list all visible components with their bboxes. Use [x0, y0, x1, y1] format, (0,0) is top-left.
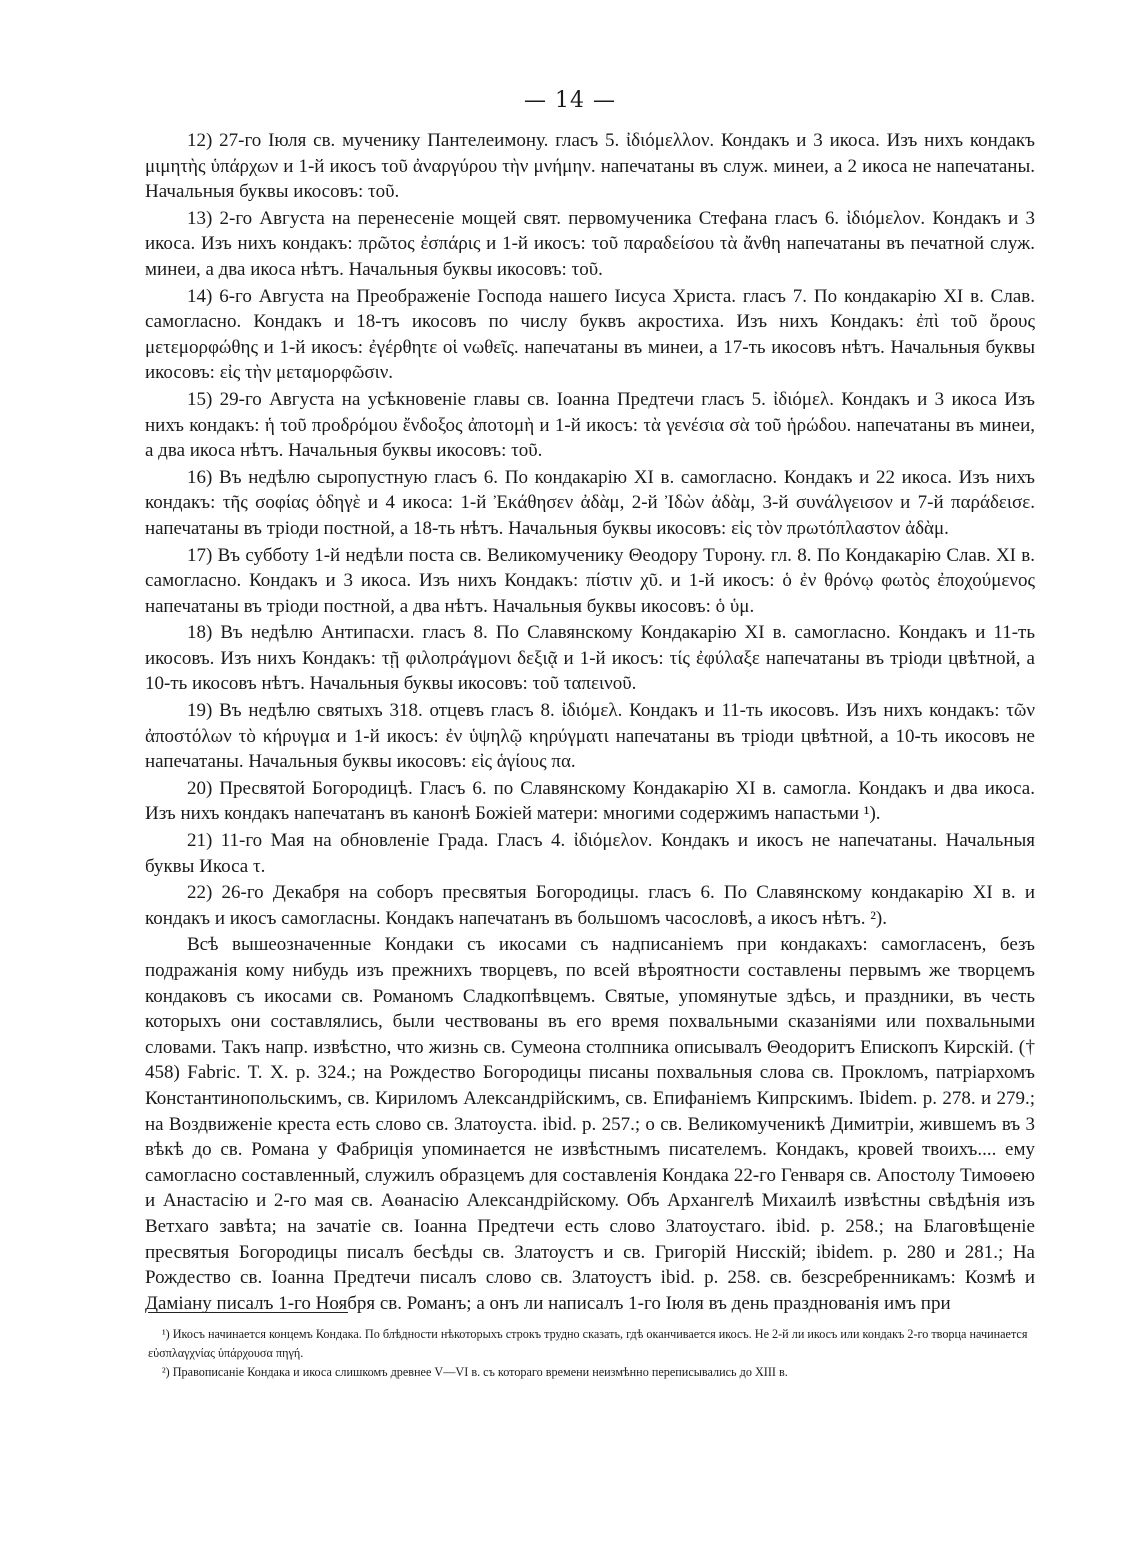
- paragraph-14: 14) 6-го Августа на Преображеніе Господа нашего Іисуса Христа. гласъ 7. По кондакарію XI в. Слав. самогласно. Кондакъ и 18-тъ икосовъ по числу буквъ акростиха. Изъ нихъ Кондакъ: ἐπὶ τοῦ ὄρους μετεμορφώθης и 1-й икосъ: ἐγέρθητε οἱ νωθεῖς. напечатаны въ минеи, а 17-ть икосовъ нѣтъ. Начальныя буквы икосовъ: εἰς τὴν μεταμορφῶσιν.: [145, 285, 1035, 384]
- page-number: — 14 —: [524, 88, 616, 113]
- footnote-1: ¹) Икосъ начинается концемъ Кондака. По блѣдности нѣкоторыхъ строкъ трудно сказать, гдѣ оканчивается икосъ. Не 2-й ли икосъ или кондакъ 2-го творца начинается εὐσπλαγχνίας ὑπάρχουσα πηγή.: [148, 1327, 1028, 1360]
- footnotes: [148, 1325, 1038, 1382]
- paragraph-20: 20) Пресвятой Богородицѣ. Гласъ 6. по Славянскому Кондакарію XI в. самогла. Кондакъ и два икоса. Изъ нихъ кондакъ напечатанъ въ канонѣ Божіей матери: многими содержимъ напастьми ¹).: [145, 777, 1035, 825]
- paragraph-15: 15) 29-го Августа на усѣкновеніе главы св. Іоанна Предтечи гласъ 5. ἰδιόμελ. Кондакъ и 3 икоса Изъ нихъ кондакъ: ἡ τοῦ προδρόμου ἔνδοξος ἀποτομὴ и 1-й икосъ: τὰ γενέσια σὰ τοῦ ἡρώδου. напечатаны въ минеи, а два икоса нѣтъ. Начальныя буквы икосовъ: τοῦ.: [145, 388, 1035, 462]
- paragraph-19: 19) Въ недѣлю святыхъ 318. отцевъ гласъ 8. ἰδιόμελ. Кондакъ и 11-ть икосовъ. Изъ нихъ кондакъ: τῶν ἀποστόλων τὸ κήρυγμα и 1-й икосъ: ἐν ὑψηλῷ κηρύγματι напечатаны въ тріоди цвѣтной, а 10-ть икосовъ не напечатаны. Начальныя буквы икосовъ: εἰς ἁγίους πα.: [145, 700, 1035, 773]
- footnote-divider: [148, 1312, 348, 1313]
- paragraph-summary: Всѣ вышеозначенные Кондаки съ икосами съ надписаніемъ при кондакахъ: самогласенъ, безъ подражанія кому нибудь изъ прежнихъ творцевъ, по всей вѣроятности составлены первымъ же творцемъ кондаковъ съ икосами св. Романомъ Сладкопѣвцемъ. Святые, упомянутые здѣсь, и праздники, въ честь которыхъ они составлялись, были чествованы въ его время похвальными сказаніями или похвальными словами. Такъ напр. извѣстно, что жизнь св. Сумеона столпника описывалъ Θеодоритъ Епископъ Кирскій. († 458) Fabric. T. X. p. 324.; на Рождество Богородицы писаны похвальныя слова св. Прокломъ, патріархомъ Константинопольскимъ, св. Кириломъ Александрійскимъ, св. Епифаніемъ Кипрскимъ. Ibidem. p. 278. и 279.; на Воздвиженіе креста есть слово св. Златоуста. ibid. p. 257.; о св. Великомученикѣ Димитріи, жившемъ въ 3 вѣкѣ до св. Романа у Фабриція упоминается не извѣстнымъ писателемъ. Кондакъ, кровей твоихъ.... ему самогласно составленный, служилъ образцемъ для составленія Кондака 22-го Генваря св. Апостолу Тимоѳею и Анастасію и 2-го мая св. Аѳанасію Александрійскому. Объ Архангелѣ Михаилѣ извѣстны свѣдѣнія изъ Ветхаго завѣта; на зачатіе св. Іоанна Предтечи есть слово Златоустаго. ibid. p. 258.; на Благовѣщеніе пресвятыя Богородицы писалъ бесѣды св. Златоустъ и св. Григорій Нисскій; ibidem. p. 280 и 281.; На Рождество св. Іоанна Предтечи писалъ слово св. Златоустъ ibid. p. 258. св. безсребренникамъ: Козмѣ и Даміану писалъ 1-го Ноября св. Романъ; а онъ ли написалъ 1-го Іюля въ день празднованія имъ при: [145, 934, 1035, 1314]
- footnote-2: ²) Правописаніе Кондака и икоса слишкомъ древнее V—VI в. съ котораго времени неизмѣнно переписывались до XIII в.: [162, 1365, 788, 1379]
- paragraph-18: 18) Въ недѣлю Антипасхи. гласъ 8. По Славянскому Кондакарію XI в. самогласно. Кондакъ и 11-ть икосовъ. Изъ нихъ Кондакъ: τῇ φιλοπράγμονι δεξιᾷ и 1-й икосъ: τίς ἐφύλαξε напечатаны въ тріоди цвѣтной, а 10-ть икосовъ нѣтъ. Начальныя буквы икосовъ: τοῦ ταπεινοῦ.: [145, 622, 1035, 695]
- paragraph-21: 21) 11-го Мая на обновленіе Града. Гласъ 4. ἰδιόμελον. Кондакъ и икосъ не напечатаны. Начальныя буквы Икоса τ.: [145, 830, 1035, 877]
- paragraph-22: 22) 26-го Декабря на соборъ пресвятыя Богородицы. гласъ 6. По Славянскому кондакарію XI в. и кондакъ и икосъ самогласны. Кондакъ напечатанъ въ большомъ часословѣ, а икосъ нѣтъ. ²).: [145, 882, 1035, 929]
- paragraph-17: 17) Въ субботу 1-й недѣли поста св. Великомученику Θеодору Тυрону. гл. 8. По Кондакарію Слав. XI в. самогласно. Кондакъ и 3 икоса. Изъ нихъ Кондакъ: πίστιν χῦ. и 1-й икосъ: ὁ ἐν θρόνῳ φωτὸς ἐποχούμενος напечатаны въ тріоди постной, а два нѣтъ. Начальныя буквы икосовъ: ὁ ὑμ.: [145, 544, 1035, 617]
- paragraph-12: 12) 27-го Іюля св. мученику Пантелеимону. гласъ 5. ἰδιόμελλον. Кондакъ и 3 икоса. Изъ нихъ кондакъ μιμητὴς ὑπάρχων и 1-й икосъ τοῦ ἀναργύρου τὴν μνήμην. напечатаны въ служ. минеи, а 2 икоса не напечатаны. Начальныя буквы икосовъ: τοῦ.: [145, 130, 1035, 203]
- main-text: [145, 128, 1035, 1317]
- paragraph-13: 13) 2-го Августа на перенесеніе мощей свят. первомученика Стефана гласъ 6. ἰδιόμελον. Кондакъ и 3 икоса. Изъ нихъ кондакъ: πρῶτος ἐσπάρις и 1-й икосъ: τοῦ παραδείσου τὰ ἄνθη напечатаны въ печатной служ. минеи, а два икоса нѣтъ. Начальныя буквы икосовъ: τοῦ.: [145, 207, 1035, 280]
- paragraph-16: 16) Въ недѣлю сыропустную гласъ 6. По кондакарію XI в. самогласно. Кондакъ и 22 икоса. Изъ нихъ кондакъ: τῆς σοφίας ὁδηγὲ и 4 икоса: 1-й Ἐκάθησεν ἀδὰμ, 2-й Ἰδὼν ἀδὰμ, 3-й συνάλγεισον и 7-й παράδεισε. напечатаны въ тріоди постной, а 18-ть нѣтъ. Начальныя буквы икосовъ: εἰς τὸν πρωτόπλαστον ἀδὰμ.: [145, 466, 1035, 539]
